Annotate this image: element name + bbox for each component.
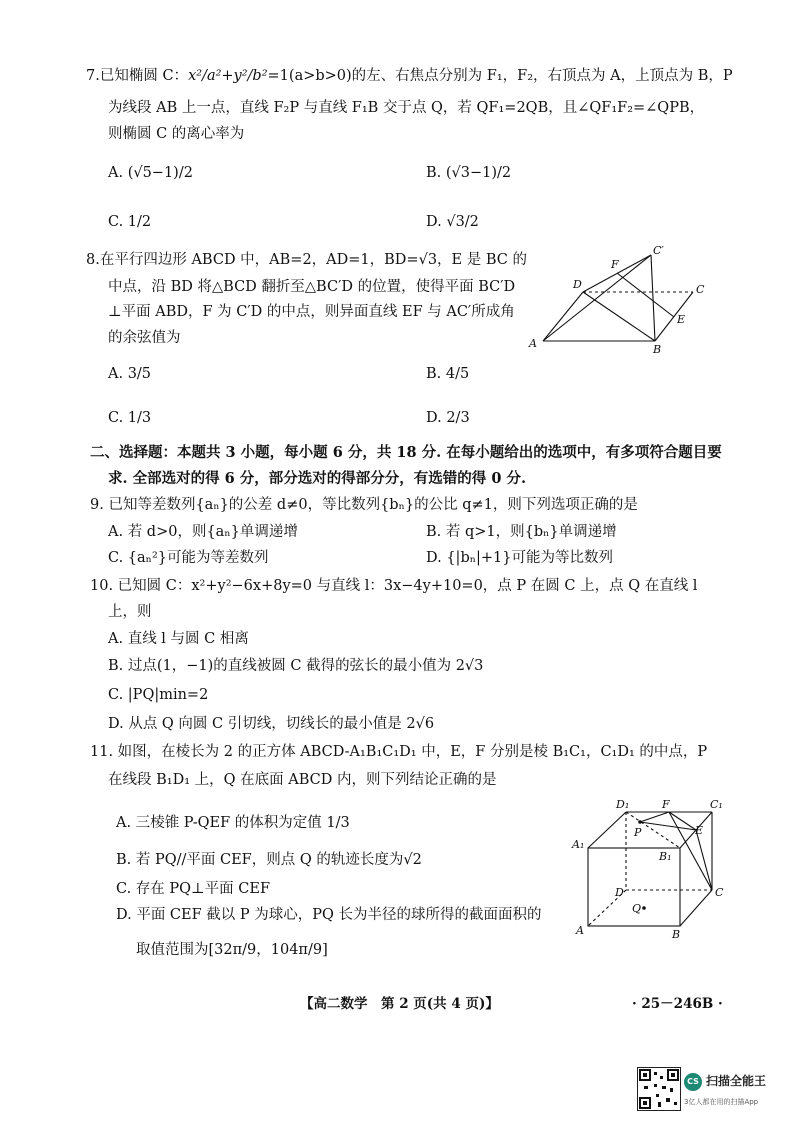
q8-label-f: F (611, 258, 619, 271)
q11-label-f: F (662, 798, 670, 811)
q11-label-a1: A₁ (572, 838, 585, 851)
q10-option-c: C. |PQ|min=2 (108, 687, 209, 703)
q11-option-d-line1: D. 平面 CEF 截以 P 为球心，PQ 长为半径的球所得的截面面积的 (116, 907, 542, 923)
q10-option-a: A. 直线 l 与圆 C 相离 (108, 631, 249, 647)
footer-page-info: 【高二数学 第 2 页(共 4 页)】 (300, 996, 499, 1012)
q10-line1: 10. 已知圆 C：x²+y²−6x+8y=0 与直线 l：3x−4y+10=0，点 P 在圆 C 上，点 Q 在直线 l (90, 578, 698, 594)
q9-option-d: D. {|bₙ|+1}可能为等比数列 (426, 550, 613, 566)
q8-line2: 中点，沿 BD 将△BCD 翻折至△BC′D 的位置，使得平面 BC′D (108, 279, 516, 295)
q11-label-a: A (576, 924, 584, 937)
q11-label-c1: C₁ (710, 798, 723, 811)
q11-label-b: B (672, 928, 681, 941)
q11-label-d1: D₁ (616, 798, 630, 811)
q11-label-b1: B₁ (659, 850, 672, 863)
q8-label-d: D (573, 278, 582, 291)
q8-label-e: E (677, 313, 686, 326)
q8-option-d: D. 2/3 (426, 410, 470, 426)
q11-option-b: B. 若 PQ//平面 CEF，则点 Q 的轨迹长度为√2 (116, 852, 422, 868)
q10-line2: 上，则 (108, 604, 152, 620)
q8-line3: ⊥平面 ABD，F 为 C′D 的中点，则异面直线 EF 与 AC′所成角 (108, 304, 515, 320)
q11-option-c: C. 存在 PQ⊥平面 CEF (116, 881, 271, 897)
scanner-name: 扫描全能王 (706, 1074, 767, 1088)
q8-label-b: B (653, 343, 662, 356)
q8-figure (525, 240, 715, 358)
q7-line3: 则椭圆 C 的离心率为 (108, 126, 245, 142)
scanner-logo: CS (684, 1073, 702, 1091)
q10-option-d: D. 从点 Q 向圆 C 引切线，切线长的最小值是 2√6 (108, 716, 435, 732)
q7-option-c: C. 1/2 (108, 214, 152, 230)
q8-label-c-prime: C′ (653, 244, 664, 257)
q8-line4: 的余弦值为 (108, 330, 181, 346)
q7-line2: 为线段 AB 上一点，直线 F₂P 与直线 F₁B 交于点 Q，若 QF₁=2QB，且∠QF₁F₂=∠QPB， (108, 100, 705, 116)
section2-line2: 求. 全部选对的得 6 分，部分选对的得部分分，有选错的得 0 分. (108, 470, 527, 487)
q8-option-b: B. 4/5 (426, 366, 470, 382)
scanner-tagline: 3亿人都在用的扫描App (684, 1098, 759, 1106)
q8-line1: 8.在平行四边形 ABCD 中，AB=2，AD=1，BD=√3，E 是 BC 的 (86, 252, 527, 268)
q8-option-a: A. 3/5 (108, 366, 152, 382)
q7-option-d: D. √3/2 (426, 214, 479, 230)
qr-code (637, 1067, 681, 1111)
q7-line1: 7.已知椭圆 C：x²/a²+y²/b²=1(a>b>0)的左、右焦点分别为 F₁，F₂，右顶点为 A，上顶点为 B，P (86, 68, 733, 84)
q7-option-b: B. (√3−1)/2 (426, 165, 512, 181)
q11-option-d-line2: 取值范围为[32π/9，104π/9] (136, 942, 328, 958)
q8-label-a: A (529, 337, 537, 350)
q7-option-a: A. (√5−1)/2 (108, 165, 193, 181)
q11-line1: 11. 如图，在棱长为 2 的正方体 ABCD-A₁B₁C₁D₁ 中，E，F 分别是棱 B₁C₁，C₁D₁ 的中点，P (90, 744, 708, 760)
q11-label-e: E (695, 824, 704, 837)
q11-line2: 在线段 B₁D₁ 上，Q 在底面 ABCD 内，则下列结论正确的是 (108, 772, 497, 788)
q9-stem: 9. 已知等差数列{aₙ}的公差 d≠0，等比数列{bₙ}的公比 q≠1，则下列选项正确的是 (90, 497, 638, 513)
q9-option-a: A. 若 d>0，则{aₙ}单调递增 (108, 524, 298, 540)
q11-cube-figure (568, 796, 743, 942)
q11-option-a: A. 三棱锥 P-QEF 的体积为定值 1/3 (116, 815, 350, 831)
q7-ellipse-eq: x²/a²+y²/b² (188, 68, 268, 84)
footer-code: · 25－246B · (632, 996, 723, 1012)
section2-line1: 二、选择题：本题共 3 小题，每小题 6 分，共 18 分. 在每小题给出的选项中，有多项符合题目要 (90, 444, 722, 461)
q8-label-c: C (696, 283, 705, 296)
q9-option-b: B. 若 q>1，则{bₙ}单调递增 (426, 524, 617, 540)
q11-label-c: C (715, 886, 724, 899)
q11-label-p: P (634, 826, 642, 839)
q10-option-b: B. 过点(1，−1)的直线被圆 C 截得的弦长的最小值为 2√3 (108, 658, 484, 674)
q9-option-c: C. {aₙ²}可能为等差数列 (108, 550, 269, 566)
q8-option-c: C. 1/3 (108, 410, 152, 426)
q11-label-q: Q (632, 902, 642, 915)
q11-label-d: D (615, 886, 624, 899)
